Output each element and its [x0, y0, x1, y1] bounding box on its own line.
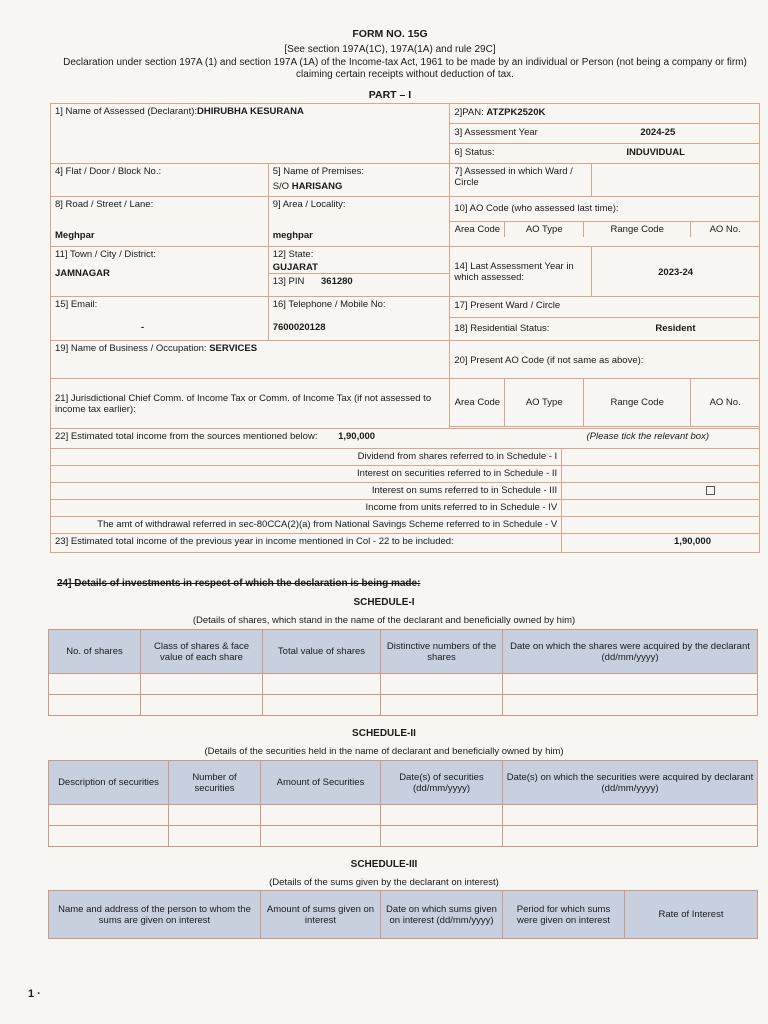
s2-col-description: Description of securities — [49, 761, 169, 805]
present-ao-label: 20] Present AO Code (if not same as above): — [450, 341, 760, 379]
s1-col-class: Class of shares & face value of each share — [141, 630, 263, 674]
s3-col-rate: Rate of Interest — [625, 891, 758, 939]
s1-col-total: Total value of shares — [263, 630, 381, 674]
tick-checkbox[interactable] — [706, 486, 715, 495]
area-field: 9] Area / Locality: meghpar — [268, 197, 450, 247]
schedule3-table — [48, 890, 758, 939]
part-heading: PART – I — [368, 89, 412, 101]
town-field: 11] Town / City / District: JAMNAGAR — [51, 247, 269, 297]
road-field: 8] Road / Street / Lane: Meghpar — [51, 197, 269, 247]
present-ward-field: 17] Present Ward / Circle — [450, 297, 759, 318]
town-value: JAMNAGAR — [55, 268, 110, 279]
last-ay-field: 14] Last Assessment Year in which assessed: — [450, 247, 592, 297]
assessment-year-value: 2024-25 — [640, 127, 676, 138]
last-ay-value: 2023-24 — [592, 247, 760, 297]
schedule2-title: SCHEDULE-II — [352, 728, 416, 739]
email-field: 15] Email: - — [51, 297, 269, 341]
business-value: SERVICES — [209, 343, 258, 354]
source-units: Income from units referred to in Schedule - IV — [51, 500, 562, 517]
s2-col-amount: Amount of Securities — [261, 761, 381, 805]
estimated-income-row: 22] Estimated total income from the sources mentioned below: 1,90,000 (Please tick the relevant box) — [51, 429, 760, 449]
total-prev-label: 23] Estimated total income of the previous year in income mentioned in Col - 22 to be included: — [51, 534, 562, 553]
table-row — [49, 695, 758, 716]
source-nss: The amt of withdrawal referred in sec-80CCA(2)(a) from National Savings Scheme referred to in Schedule - V — [51, 517, 562, 534]
estimated-income-value: 1,90,000 — [338, 431, 376, 442]
name-value: DHIRUBHA KESURANA — [197, 106, 304, 117]
pan-value: ATZPK2520K — [486, 107, 546, 118]
table-row — [49, 805, 758, 826]
schedule3-title: SCHEDULE-III — [350, 859, 418, 870]
tick-note: (Please tick the relevant box) — [586, 431, 709, 442]
s3-col-period: Period for which sums were given on interest — [503, 891, 625, 939]
schedule1-desc: (Details of shares, which stand in the name of the declarant and beneficially owned by him) — [192, 615, 576, 626]
form-title: FORM NO. 15G — [352, 28, 428, 40]
name-field: 1] Name of Assessed (Declarant):DHIRUBHA KESURANA — [51, 104, 450, 164]
pin-field: 13] PIN 361280 — [269, 273, 450, 289]
phone-field: 16] Telephone / Mobile No: 7600020128 — [268, 297, 450, 341]
table-row — [49, 826, 758, 847]
jurisdiction-field: 21] Jurisdictional Chief Comm. of Income Tax or Comm. of Income Tax (if not assessed to income tax earlier): — [51, 379, 450, 429]
premises-field: 5] Name of Premises: S/O HARISANG — [268, 164, 450, 197]
schedule3-desc: (Details of the sums given by the declarant on interest) — [269, 877, 499, 888]
business-field: 19] Name of Business / Occupation: SERVICES — [51, 341, 450, 379]
source-sums: Interest on sums referred to in Schedule - III — [51, 483, 562, 500]
s2-col-number: Number of securities — [169, 761, 261, 805]
s3-col-date: Date on which sums given on interest (dd/mm/yyyy) — [381, 891, 503, 939]
premises-value: HARISANG — [291, 181, 343, 192]
pin-value: 361280 — [321, 276, 353, 287]
schedule2-desc: (Details of the securities held in the name of declarant and beneficially owned by him) — [204, 746, 564, 757]
flat-field: 4] Flat / Door / Block No.: — [51, 164, 269, 197]
s3-col-amount: Amount of sums given on interest — [261, 891, 381, 939]
table-row — [49, 674, 758, 695]
footer-mark: 1 · — [28, 988, 41, 1000]
schedule1-title: SCHEDULE-I — [353, 597, 415, 608]
email-value: - — [141, 322, 145, 333]
ao-code-grid: Area Code AO Type Range Code AO No. — [450, 221, 759, 237]
source-dividend: Dividend from shares referred to in Schedule - I — [51, 449, 562, 466]
s2-col-dates: Date(s) of securities (dd/mm/yyyy) — [381, 761, 503, 805]
ao-code-label: 10] AO Code (who assessed last time): — [454, 203, 619, 214]
s1-col-shares: No. of shares — [49, 630, 141, 674]
investments-heading: 24] Details of investments in respect of which the declaration is being made: — [57, 578, 421, 589]
area-value: meghpar — [272, 230, 313, 241]
residential-field: 18] Residential Status: Resident — [454, 323, 696, 334]
state-value: GUJARAT — [272, 262, 318, 273]
s2-col-acquired: Date(s) on which the securities were acquired by declarant (dd/mm/yyyy) — [503, 761, 758, 805]
residential-value: Resident — [655, 323, 696, 334]
phone-value: 7600020128 — [272, 322, 326, 333]
status-value: INDUVIDUAL — [626, 147, 685, 158]
total-prev-value: 1,90,000 — [562, 534, 760, 553]
s3-col-name: Name and address of the person to whom the sums are given on interest — [49, 891, 261, 939]
section-reference: [See section 197A(1C), 197A(1A) and rule 29C] — [284, 44, 496, 55]
assessed-ward-field: 7] Assessed in which Ward / Circle — [450, 164, 592, 197]
present-ao-grid: Area Code AO Type Range Code AO No. — [450, 379, 759, 427]
declaration-text: Declaration under section 197A (1) and section 197A (1A) of the Income-tax Act, 1961 to be made by an individual or Person (not being a company or firm) claiming certain receipts without deduction of tax. — [63, 57, 747, 80]
part1-table: 1] Name of Assessed (Declarant):DHIRUBHA KESURANA 2]PAN: ATZPK2520K 3] Assessment Year 2024-25 6] Status: INDUVIDUAL 4] Flat / Door / Block No.: 5] Name of Premises: S/O HARISANG 7] Assessed in which Ward / Circle 8] Road / Street / Lane: Meghpar 9] Area / Locality: meghpar 10] AO Code (who assessed last time): Area Code AO Type Range Code AO No. 11] Town / City / District: JAMNAGAR 12] State: GUJARAT 13] PIN 361280 14] Last Assessment Year in which assessed: 2023-24 15] Email: - 16] Telephone / Mobile No: 7600020128 17] Present Ward / Circle 18] Residential Status: Resident 19] Name of Business / Occupation: SERVICES 20] Present AO Code (if not same as above): 21] Jurisdictional Chief Comm. of Income Tax or Comm. of Income Tax (if not assessed to income tax earlier): Area Code AO Type Range Code AO No. 22] Estimated total income from the sources mentioned below: 1,90,000 (Please tick the relevant box) Dividend from shares referred to in Schedule - I Interest on securities referred to in Schedule - II Interest on sums referred to in Schedule - III Income from units referred to in Schedule - IV The amt of withdrawal referred in sec-80CCA(2)(a) from National Savings Scheme referred to in Schedule - V 23] Estimated total income of the previous year in income mentioned in Col - 22 to be included: 1,90,000 — [50, 103, 760, 553]
source-securities: Interest on securities referred to in Schedule - II — [51, 466, 562, 483]
schedule2-table — [48, 760, 758, 847]
s1-col-date: Date on which the shares were acquired by the declarant (dd/mm/yyyy) — [503, 630, 758, 674]
road-value: Meghpar — [55, 230, 95, 241]
s1-col-distinctive: Distinctive numbers of the shares — [381, 630, 503, 674]
schedule1-table — [48, 629, 758, 716]
